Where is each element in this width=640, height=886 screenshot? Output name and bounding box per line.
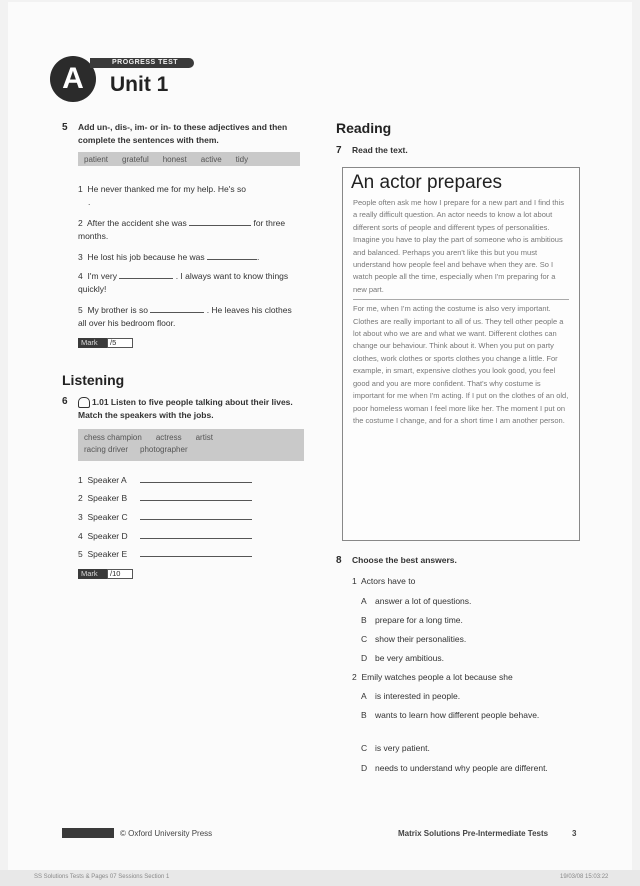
answer-blank[interactable] bbox=[140, 548, 252, 557]
speaker-row bbox=[78, 511, 252, 524]
jobs-box bbox=[78, 429, 304, 461]
item-number: 2 bbox=[78, 218, 83, 228]
item-text: He lost his job because he was bbox=[87, 252, 205, 262]
item-text-end: . bbox=[88, 197, 91, 207]
answer-blank[interactable] bbox=[140, 511, 252, 520]
answer-option[interactable] bbox=[361, 595, 471, 608]
word-chip: active bbox=[200, 154, 222, 164]
track-number: 1.01 bbox=[92, 397, 109, 407]
exercise-5-number: 5 bbox=[62, 122, 68, 133]
answer-blank[interactable] bbox=[140, 530, 252, 539]
item-text: I'm very bbox=[87, 271, 117, 281]
item-number: 3 bbox=[78, 252, 83, 262]
item-number: 5 bbox=[78, 549, 83, 559]
answer-option[interactable] bbox=[361, 709, 551, 722]
exercise-6-instruction bbox=[78, 396, 302, 422]
exercise-8-instruction: Choose the best answers. bbox=[352, 555, 457, 565]
audio-cd-icon bbox=[78, 397, 90, 408]
book-title: Matrix Solutions Pre-Intermediate Tests bbox=[398, 829, 549, 838]
speaker-row bbox=[78, 548, 252, 561]
item-number: 1 bbox=[78, 184, 83, 194]
question-2 bbox=[352, 671, 513, 684]
print-date: 19/03/08 15:03:22 bbox=[560, 874, 609, 880]
speaker-label: Speaker C bbox=[87, 512, 128, 522]
item-text-end: . He leaves his clothes all over his bedroom floor. bbox=[78, 305, 292, 328]
option-text: is interested in people. bbox=[375, 691, 461, 701]
reading-text-box bbox=[342, 167, 580, 541]
item-text: He never thanked me for my help. He's so bbox=[87, 184, 246, 194]
answer-blank[interactable] bbox=[207, 251, 260, 262]
answer-option[interactable] bbox=[361, 633, 466, 646]
ex5-item-5 bbox=[78, 304, 300, 330]
reading-paragraph-2: For me, when I'm acting the costume is also very important. Clothes are really important to all of us. They tell other people a lot about who we are and what we want. Different clothes can change our behaviour. Think about it. When you put on party clothes, work clothes or sports clothes you change a little. For example, in smart, expensive clothes you look good, you feel good and you are more confident. That's why costume is important for me when I'm acting. If I put on the clothes of an old, poor homeless woman I feel more like her. The moment I put on the costume I change, and for a short time I am another person. bbox=[353, 304, 569, 425]
option-letter: A bbox=[361, 691, 367, 701]
paragraph-divider bbox=[353, 299, 569, 300]
item-number: 3 bbox=[78, 512, 83, 522]
option-letter: A bbox=[361, 596, 367, 606]
option-text: be very ambitious. bbox=[375, 653, 444, 663]
job-chip: chess champion bbox=[84, 433, 142, 442]
page-number: 3 bbox=[572, 829, 577, 838]
job-chip: racing driver bbox=[84, 445, 129, 454]
publisher-logo bbox=[62, 828, 114, 838]
answer-option[interactable] bbox=[361, 614, 463, 627]
ex5-item-2 bbox=[78, 217, 300, 243]
job-chip: artist bbox=[195, 433, 213, 442]
answer-option[interactable] bbox=[361, 652, 444, 665]
exercise-8-number: 8 bbox=[336, 555, 342, 566]
word-chip: grateful bbox=[122, 154, 149, 164]
item-text: After the accident she was bbox=[87, 218, 187, 228]
speaker-label: Speaker D bbox=[87, 531, 128, 541]
option-letter: D bbox=[361, 763, 368, 773]
answer-blank[interactable] bbox=[140, 474, 252, 483]
instruction-text: Listen to five people talking about their lives. Match the speakers with the jobs. bbox=[78, 397, 293, 420]
exercise-6-number: 6 bbox=[62, 396, 68, 407]
option-text: wants to learn how different people behave. bbox=[375, 710, 540, 720]
item-text-end: for three months. bbox=[78, 218, 286, 241]
reading-paragraph-1: People often ask me how I prepare for a new part and I find this a really difficult question. An actor needs to know a lot about different sorts of people and different types of personalities. Imagine you have to play the part of someone who is ambitious and balanced. Perhaps you aren't like this but you must understand how people feel and behave when they are. So I watch people all the time, especially when I'm preparing for a new part. bbox=[353, 198, 564, 294]
question-number: 2 bbox=[352, 672, 357, 682]
option-text: needs to understand why people are different. bbox=[375, 763, 548, 773]
word-chip: tidy bbox=[235, 154, 249, 164]
option-letter: D bbox=[361, 653, 368, 663]
speaker-row bbox=[78, 530, 252, 543]
mark-label: Mark bbox=[78, 338, 107, 348]
item-number: 1 bbox=[78, 475, 83, 485]
question-stem: Emily watches people a lot because she bbox=[361, 672, 513, 682]
copyright-text: © Oxford University Press bbox=[120, 829, 213, 838]
answer-blank[interactable] bbox=[150, 304, 204, 313]
unit-title: Unit 1 bbox=[110, 73, 169, 96]
question-number: 1 bbox=[352, 576, 357, 586]
answer-option[interactable] bbox=[361, 690, 460, 703]
item-number: 5 bbox=[78, 305, 83, 315]
item-number: 4 bbox=[78, 531, 83, 541]
item-number: 4 bbox=[78, 271, 83, 281]
item-text-end: . bbox=[257, 252, 260, 262]
answer-option[interactable] bbox=[361, 762, 551, 775]
word-chip: patient bbox=[84, 154, 109, 164]
item-number: 2 bbox=[78, 493, 83, 503]
item-text-end: . I always want to know things quickly! bbox=[78, 271, 289, 294]
option-text: is very patient. bbox=[375, 743, 430, 753]
print-info-strip bbox=[0, 870, 640, 886]
progress-test-label: PROGRESS TEST bbox=[112, 59, 179, 66]
listening-heading: Listening bbox=[62, 372, 125, 388]
word-chip: honest bbox=[162, 154, 187, 164]
answer-blank[interactable] bbox=[189, 217, 251, 226]
job-chip: actress bbox=[155, 433, 182, 442]
question-1 bbox=[352, 575, 415, 588]
ex5-item-3 bbox=[78, 251, 300, 264]
speaker-row bbox=[78, 492, 252, 505]
exercise-5-instruction: Add un-, dis-, im- or in- to these adjectives and then complete the sentences with them. bbox=[78, 122, 288, 145]
answer-blank[interactable] bbox=[119, 270, 173, 279]
option-text: show their personalities. bbox=[375, 634, 467, 644]
reading-text-title: An actor prepares bbox=[351, 172, 503, 193]
option-letter: C bbox=[361, 634, 368, 644]
print-info: SS Solutions Tests & Pages 07 Sessions Section 1 bbox=[34, 874, 170, 880]
answer-option[interactable] bbox=[361, 742, 430, 755]
question-stem: Actors have to bbox=[361, 576, 416, 586]
exercise-7-number: 7 bbox=[336, 145, 342, 156]
speaker-label: Speaker A bbox=[87, 475, 127, 485]
ex5-item-4 bbox=[78, 270, 300, 296]
test-letter-badge: A bbox=[50, 56, 96, 102]
answer-blank[interactable] bbox=[140, 492, 252, 501]
ex6-mark-box bbox=[78, 569, 133, 579]
item-text: My brother is so bbox=[87, 305, 148, 315]
exercise-7-instruction: Read the text. bbox=[352, 145, 408, 155]
mark-total[interactable]: /5 bbox=[107, 338, 133, 348]
mark-total[interactable]: /10 bbox=[107, 569, 133, 579]
ex5-item-1 bbox=[78, 183, 300, 209]
reading-heading: Reading bbox=[336, 120, 392, 136]
option-text: answer a lot of questions. bbox=[375, 596, 472, 606]
job-chip: photographer bbox=[140, 445, 188, 454]
speaker-label: Speaker E bbox=[87, 549, 128, 559]
option-text: prepare for a long time. bbox=[375, 615, 463, 625]
speaker-label: Speaker B bbox=[87, 493, 128, 503]
option-letter: B bbox=[361, 710, 367, 720]
ex5-mark-box bbox=[78, 338, 133, 348]
word-box bbox=[78, 152, 300, 166]
option-letter: C bbox=[361, 743, 368, 753]
speaker-row bbox=[78, 474, 252, 487]
option-letter: B bbox=[361, 615, 367, 625]
mark-label: Mark bbox=[78, 569, 107, 579]
